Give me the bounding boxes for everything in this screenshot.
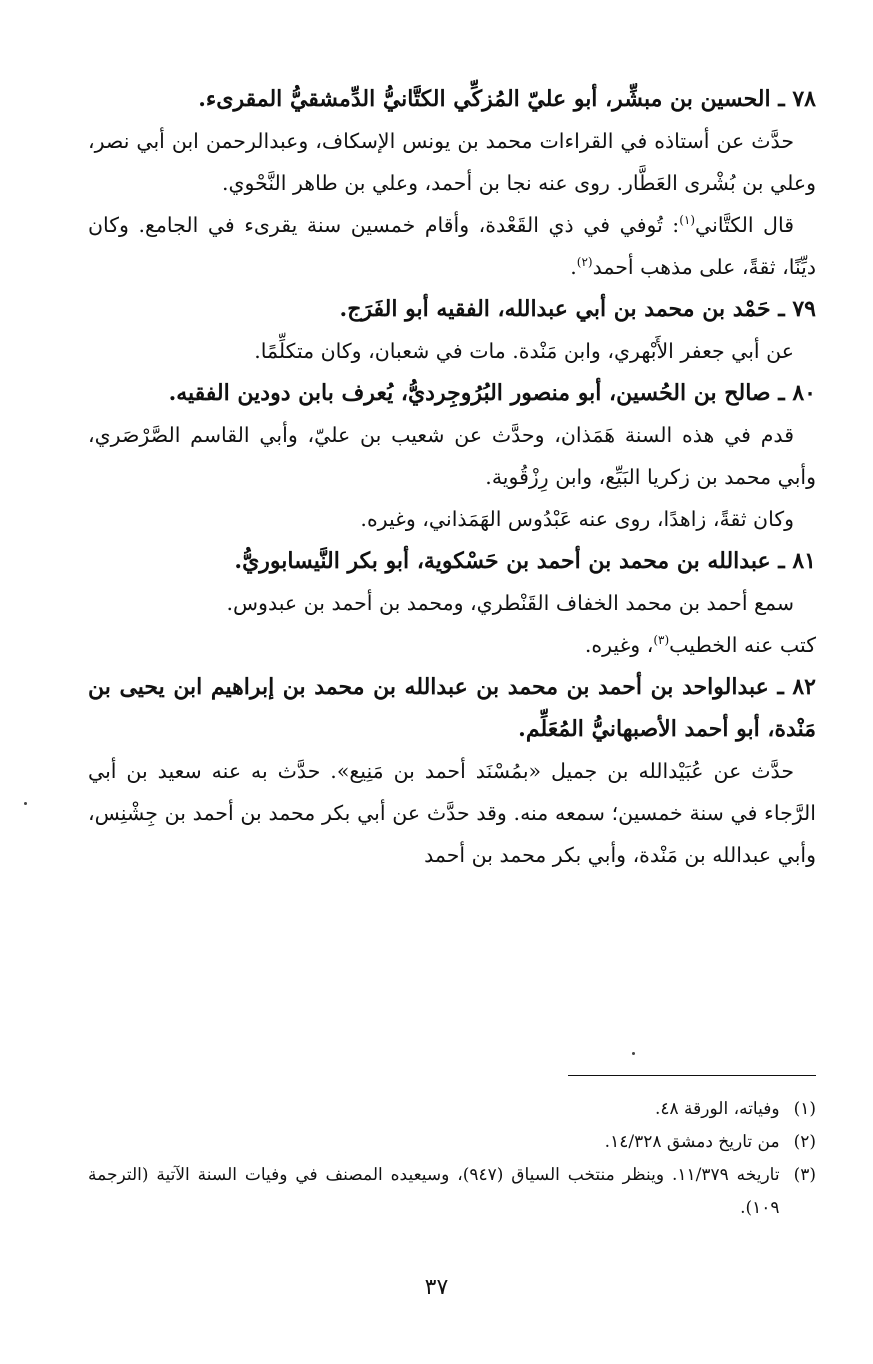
entry-heading-80: ٨٠ ـ صالح بن الحُسين، أبو منصور البُرُوجِرديُّ، يُعرف بابن دودين الفقيه. (168, 380, 816, 406)
entry-81-paragraph-1: سمع أحمد بن محمد الخفاف القَنْطري، ومحمد بن أحمد بن عبدوس. (226, 591, 794, 615)
entry-81-paragraph-2 (88, 624, 816, 666)
footnote-ref-2[interactable]: (٢) (576, 255, 593, 270)
footnote-ref-1[interactable]: (١) (679, 213, 696, 228)
entry-81-text-start: كتب عنه الخطيب (669, 633, 816, 657)
entry-heading-79: ٧٩ ـ حَمْد بن محمد بن أبي عبدالله، الفقيه أبو الفَرَج. (339, 296, 816, 322)
entry-heading-82: ٨٢ ـ عبدالواحد بن أحمد بن محمد بن عبدالله بن محمد بن إبراهيم ابن يحيى بن مَنْدة، أبو أحمد الأصبهانيُّ المُعَلِّم. (88, 674, 816, 742)
footnote-3 (88, 1159, 816, 1225)
entry-82-paragraph-1: حدَّث عن عُبَيْدالله بن جميل «بمُسْنَد أحمد بن مَنِيع». حدَّث به عنه سعيد بن أبي الرَّجاء في سنة خمسين؛ سمعه منه. وقد حدَّث عن أبي بكر محمد بن أحمد بن جِشْنِس، وأبي عبدالله بن مَنْدة، وأبي بكر محمد بن أحمد (88, 759, 816, 867)
entry-78-quote-middle: : تُوفي في ذي القَعْدة، وأقام خمسين سنة يقرىء في الجامع. وكان ديِّنًا، ثقةً، على مذهب أحمد (88, 213, 816, 279)
entry-79-paragraph-1: عن أبي جعفر الأَبْهري، وابن مَنْدة. مات في شعبان، وكان متكلِّمًا. (254, 339, 794, 363)
entry-78-quote-start: قال الكتَّاني (695, 213, 794, 237)
footnote-number: (٣) (793, 1165, 816, 1185)
footnotes (88, 1093, 816, 1225)
print-speck (24, 802, 27, 805)
footnote-separator (568, 1075, 816, 1076)
footnote-number: (٢) (793, 1132, 816, 1152)
footnote-text: تاريخه ١١/٣٧٩. وينظر منتخب السياق (٩٤٧)، وسيعيده المصنف في وفيات السنة الآتية (الترجمة ١٠٩). (88, 1165, 780, 1218)
footnote-2 (88, 1126, 816, 1159)
entry-80-paragraph-2: وكان ثقةً، زاهدًا، روى عنه عَبْدُوس الهَمَذاني، وغيره. (360, 507, 794, 531)
page-number: ٣٧ (424, 1275, 449, 1300)
footnote-number: (١) (793, 1099, 816, 1119)
entry-80-paragraph-1: قدم في هذه السنة هَمَذان، وحدَّث عن شعيب بن عليّ، وأبي القاسم الصَّرْصَري، وأبي محمد بن زكريا البَيِّع، وابن رِزْقُوية. (88, 423, 816, 489)
footnote-ref-3[interactable]: (٣) (653, 633, 670, 648)
footnote-1 (88, 1093, 816, 1126)
entry-78-quote-end: . (570, 255, 577, 279)
entry-78-paragraph-1: حدَّث عن أستاذه في القراءات محمد بن يونس الإسكاف، وعبدالرحمن ابن أبي نصر، وعلي بن بُشْرى العَطَّار. روى عنه نجا بن أحمد، وعلي بن طاهر النَّحْوي. (88, 129, 816, 195)
footnote-text: وفياته، الورقة ٤٨. (654, 1099, 780, 1119)
entry-heading-81: ٨١ ـ عبدالله بن محمد بن أحمد بن حَسْكوية، أبو بكر النَّيسابوريُّ. (234, 548, 816, 574)
footnote-text: من تاريخ دمشق ١٤/٣٢٨. (604, 1132, 780, 1152)
entry-81-text-end: ، وغيره. (584, 633, 654, 657)
main-text (88, 78, 816, 876)
entry-78-paragraph-2 (88, 204, 816, 288)
print-speck (632, 1052, 635, 1055)
entry-heading-78: ٧٨ ـ الحسين بن مبشِّر، أبو عليّ المُزكِّي الكتَّانيُّ الدِّمشقيُّ المقرىء. (198, 86, 816, 112)
